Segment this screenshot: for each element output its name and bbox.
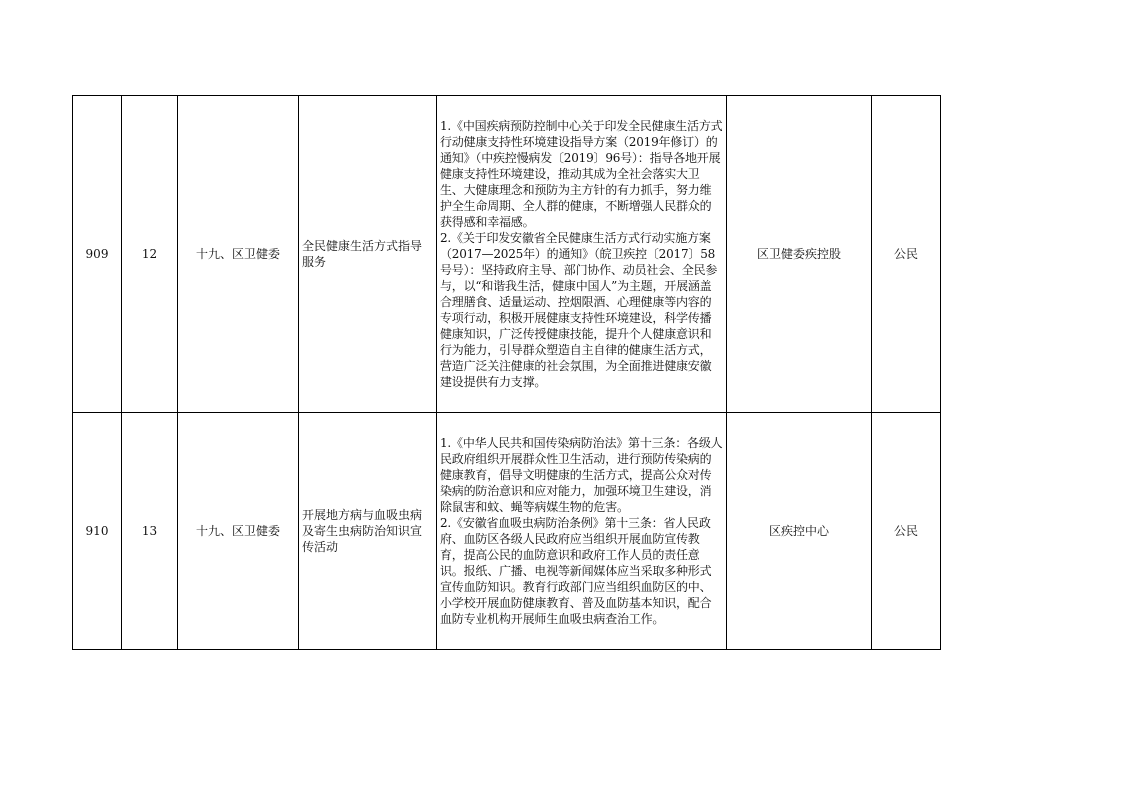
legal-basis-cell [437,96,727,413]
sub-number-cell: 12 [122,96,178,413]
table-row [73,413,941,650]
target-cell: 公民 [872,413,941,650]
department-cell: 十九、区卫健委 [178,96,299,413]
service-item-cell: 开展地方病与血吸虫病及寄生虫病防治知识宣传活动 [299,413,437,650]
legal-basis-clause: 1.《中国疾病预防控制中心关于印发全民健康生活方式行动健康支持性环境建设指导方案（2019年修订）的通知》（中疾控慢病发〔2019〕96号）：指导各地开展健康支持性环境建设，推动其成为全社会落实大卫生、大健康理念和预防为主方针的有力抓手，努力维护全生命周期、全人群的健康，不断增强人民群众的获得感和幸福感。 [440,119,723,229]
responsible-unit-cell: 区疾控中心 [727,413,872,650]
department-cell: 十九、区卫健委 [178,413,299,650]
table-row [73,96,941,413]
seq-cell: 909 [73,96,122,413]
service-item-cell: 全民健康生活方式指导服务 [299,96,437,413]
target-cell: 公民 [872,96,941,413]
legal-basis-clause: 2.《安徽省血吸虫病防治条例》第十三条：省人民政府、血防区各级人民政府应当组织开展血防宣传教育，提高公民的血防意识和政府工作人员的责任意识。报纸、广播、电视等新闻媒体应当采取多种形式宣传血防知识。教育行政部门应当组织血防区的中、小学校开展血防健康教育、普及血防基本知识，配合血防专业机构开展师生血吸虫病查治工作。 [440,516,712,626]
service-list-table [72,95,941,650]
legal-basis-clause: 1.《中华人民共和国传染病防治法》第十三条：各级人民政府组织开展群众性卫生活动，进行预防传染病的健康教育，倡导文明健康的生活方式，提高公众对传染病的防治意识和应对能力，加强环境卫生建设，消除鼠害和蚊、蝇等病媒生物的危害。 [440,436,723,514]
seq-cell: 910 [73,413,122,650]
sub-number-cell: 13 [122,413,178,650]
legal-basis-cell [437,413,727,650]
responsible-unit-cell: 区卫健委疾控股 [727,96,872,413]
legal-basis-clause: 2.《关于印发安徽省全民健康生活方式行动实施方案（2017—2025年）的通知》（皖卫疾控〔2017〕58号号）：坚持政府主导、部门协作、动员社会、全民参与，以“和谐我生活，健康中国人”为主题，开展涵盖合理膳食、适量运动、控烟限酒、心理健康等内容的专项行动，积极开展健康支持性环境建设，科学传播健康知识，广泛传授健康技能，提升个人健康意识和行为能力，引导群众塑造自主自律的健康生活方式，营造广泛关注健康的社会氛围，为全面推进健康安徽建设提供有力支撑。 [440,231,718,389]
